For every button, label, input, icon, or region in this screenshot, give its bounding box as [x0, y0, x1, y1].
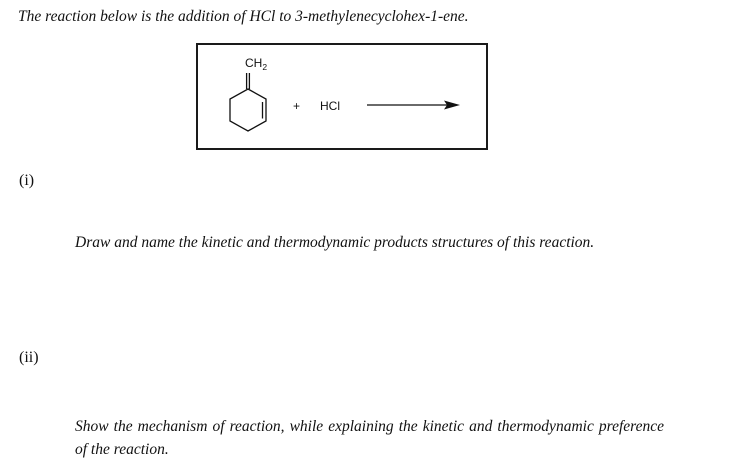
methylene-label [245, 56, 267, 72]
plus-sign: + [293, 99, 301, 113]
cyclohexene-structure [230, 73, 266, 131]
part-ii-question: Show the mechanism of reaction, while explaining the kinetic and thermodynamic preference of the reaction. [75, 418, 664, 458]
cyclohexane-ring [230, 89, 266, 131]
methylene-label-ch: CH [245, 56, 263, 70]
part-i-label: (i) [19, 172, 35, 189]
part-i-question: Draw and name the kinetic and thermodynamic products structures of this reaction. [75, 234, 595, 251]
intro-text: The reaction below is the addition of HCl to 3-methylenecyclohex-1-ene. [18, 8, 469, 25]
methylene-label-subscript: 2 [262, 62, 268, 72]
hcl-reagent: HCl [320, 99, 340, 113]
reaction-arrow [367, 101, 460, 110]
reaction-scheme-box [196, 43, 488, 150]
reaction-scheme [198, 45, 486, 148]
part-ii-label: (ii) [19, 349, 39, 366]
